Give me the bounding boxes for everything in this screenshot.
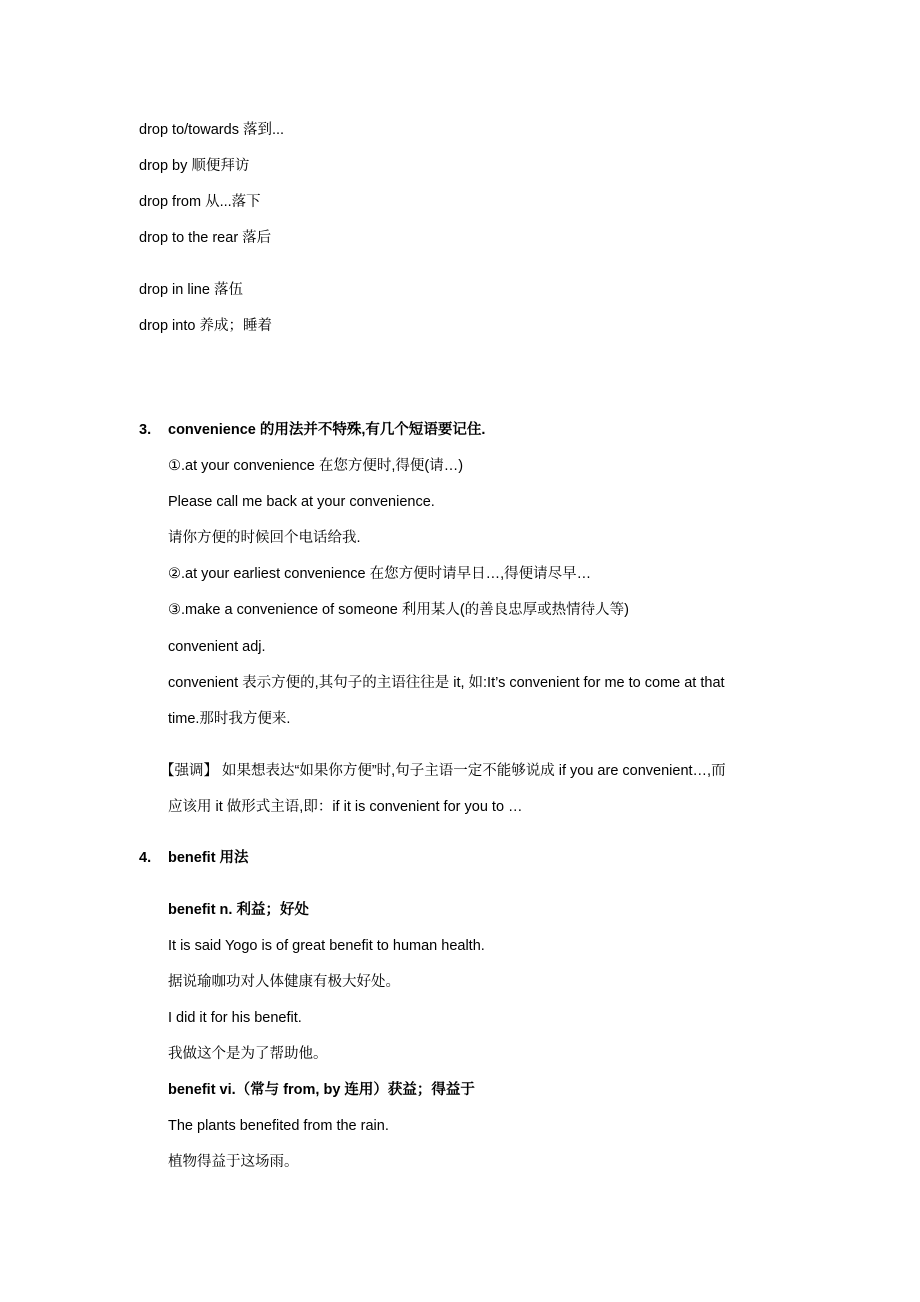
section3-emphasis-2: 应该用 it 做形式主语,即：if it is convenient for you to … bbox=[168, 799, 523, 815]
section4-verb-ex-zh: 植物得益于这场雨。 bbox=[168, 1154, 299, 1170]
section4-noun-ex2-en: I did it for his benefit. bbox=[168, 1010, 302, 1026]
phrase-drop-to-rear: drop to the rear 落后 bbox=[139, 230, 272, 246]
section4-number: 4. bbox=[139, 850, 152, 866]
section4-verb-ex-en: The plants benefited from the rain. bbox=[168, 1118, 389, 1134]
phrase-drop-into: drop into 养成；睡着 bbox=[139, 318, 272, 334]
section3-item3: ③.make a convenience of someone 利用某人(的善良忠厚或热情待人等) bbox=[168, 602, 630, 618]
phrase-drop-in-line: drop in line 落伍 bbox=[139, 282, 243, 298]
phrase-drop-to: drop to/towards 落到... bbox=[139, 122, 285, 138]
section3-convenient-desc-2: time.那时我方便来. bbox=[168, 711, 291, 727]
section4-noun-ex2-zh: 我做这个是为了帮助他。 bbox=[168, 1046, 328, 1062]
section3-item2: ②.at your earliest convenience 在您方便时请早日…,得便请尽早… bbox=[168, 566, 592, 582]
section3-emphasis-1: 【强调】 如果想表达“如果你方便”时,句子主语一定不能够说成 if you are convenient…,而 bbox=[160, 763, 726, 779]
phrase-drop-by: drop by 顺便拜访 bbox=[139, 158, 250, 174]
phrase-drop-from: drop from 从...落下 bbox=[139, 194, 261, 210]
section3-item1: ①.at your convenience 在您方便时,得便(请…) bbox=[168, 458, 464, 474]
section4-verb-def: benefit vi.（常与 from, by 连用）获益；得益于 bbox=[168, 1082, 475, 1098]
section3-convenient-pos: convenient adj. bbox=[168, 639, 266, 655]
section4-noun-ex1-zh: 据说瑜咖功对人体健康有极大好处。 bbox=[168, 974, 400, 990]
section4-heading: benefit 用法 bbox=[168, 850, 249, 866]
section3-example1-zh: 请你方便的时候回个电话给我. bbox=[168, 530, 361, 546]
section4-noun-ex1-en: It is said Yogo is of great benefit to human health. bbox=[168, 938, 485, 954]
section3-convenient-desc-1: convenient 表示方便的,其句子的主语往往是 it, 如:It’s convenient for me to come at that bbox=[168, 675, 725, 691]
section3-heading: convenience 的用法并不特殊,有几个短语要记住. bbox=[168, 422, 486, 438]
section3-number: 3. bbox=[139, 422, 152, 438]
section3-example1-en: Please call me back at your convenience. bbox=[168, 494, 435, 510]
section4-noun-def: benefit n. 利益；好处 bbox=[168, 902, 309, 918]
